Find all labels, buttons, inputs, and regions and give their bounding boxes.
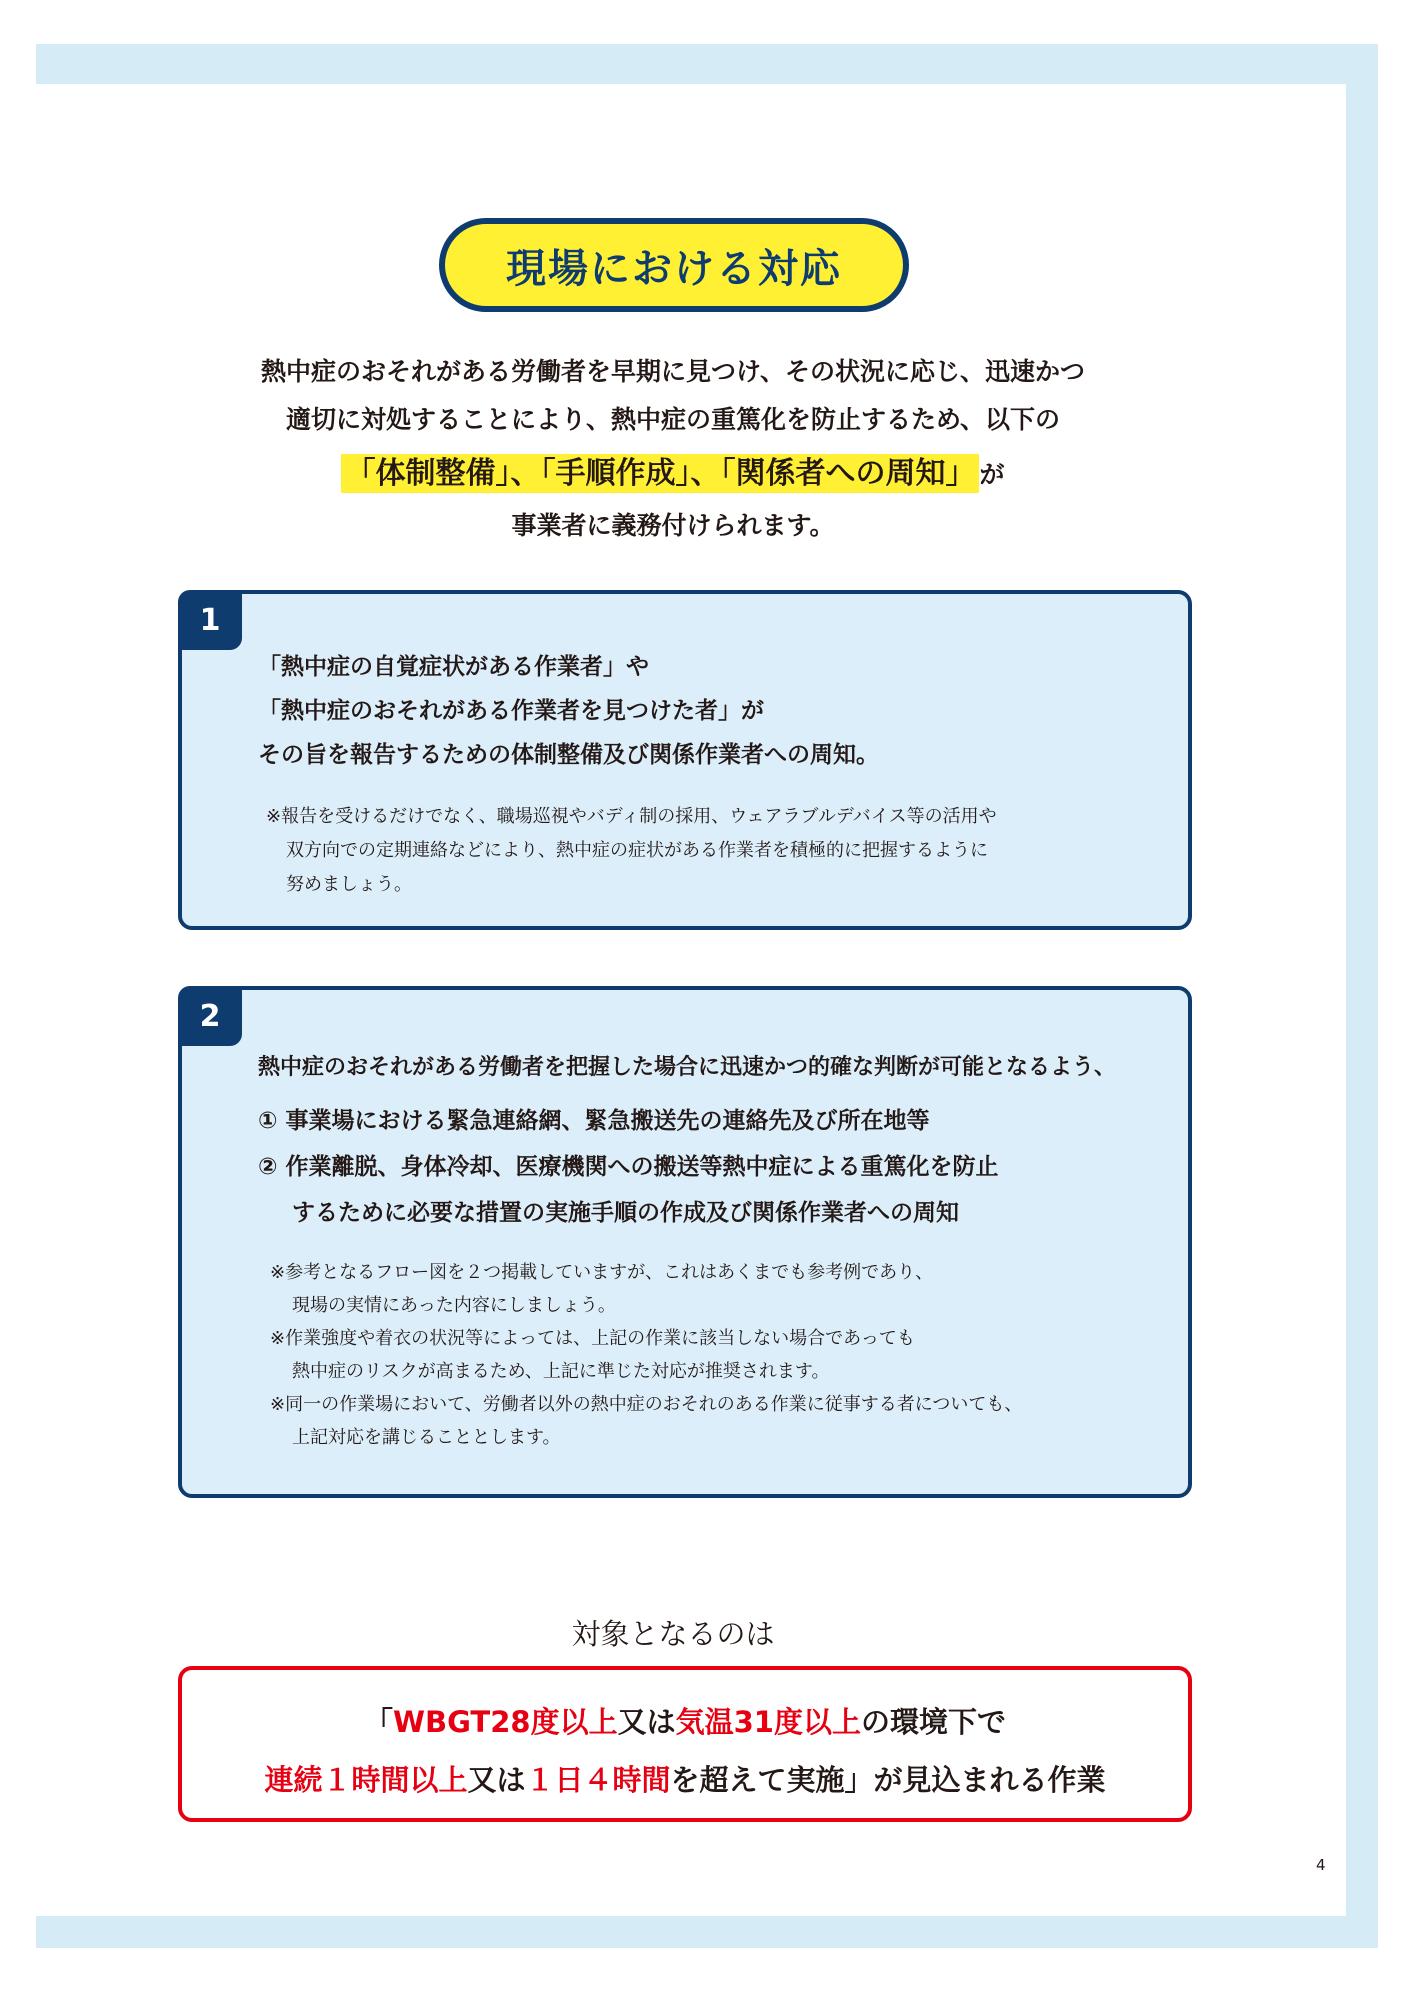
criteria-text: 又は — [617, 1705, 676, 1739]
requirement-card-1 — [178, 590, 1192, 930]
target-criteria-line-1 — [182, 1700, 1188, 1741]
card2-note: ※同一の作業場において、労働者以外の熱中症のおそれのある作業に従事する者についても、 — [270, 1394, 1023, 1415]
intro-line-2: 適切に対処することにより、熱中症の重篤化を防止するため、以下の — [285, 405, 1060, 434]
card2-note: ※参考となるフロー図を２つ掲載していますが、これはあくまでも参考例であり、 — [270, 1262, 934, 1283]
card2-item: ① 事業場における緊急連絡網、緊急搬送先の連絡先及び所在地等 — [258, 1108, 930, 1134]
criteria-temperature: 気温31度以上 — [675, 1705, 861, 1739]
criteria-daily-hours: １日４時間 — [525, 1763, 671, 1797]
page-frame-right — [1346, 44, 1378, 1948]
criteria-text: 「 — [364, 1705, 394, 1739]
card-number-badge: 1 — [178, 590, 242, 650]
criteria-wbgt: WBGT28度以上 — [393, 1705, 618, 1739]
criteria-text: の環境下で — [860, 1705, 1006, 1739]
section-title: 現場における対応 — [506, 245, 842, 292]
intro-line-3-tail: が — [979, 460, 1005, 489]
page-number: 4 — [1316, 1856, 1326, 1874]
intro-line-4: 事業者に義務付けられます。 — [511, 511, 835, 540]
criteria-continuous-hours: 連続１時間以上 — [264, 1763, 468, 1797]
card1-text-line: 「熱中症のおそれがある作業者を見つけた者」が — [258, 698, 764, 724]
card1-note: 努めましょう。 — [286, 874, 412, 895]
card-number-badge: 2 — [178, 986, 242, 1046]
card1-note: ※報告を受けるだけでなく、職場巡視やバディ制の採用、ウェアラブルデバイス等の活用や — [266, 806, 997, 827]
page-frame-bottom — [36, 1916, 1378, 1948]
criteria-text: 又は — [467, 1763, 526, 1797]
section-title-badge — [439, 218, 909, 312]
intro-line-3 — [0, 448, 1346, 492]
card1-note: 双方向での定期連絡などにより、熱中症の症状がある作業者を積極的に把握するように — [286, 840, 988, 861]
card2-note: ※作業強度や着衣の状況等によっては、上記の作業に該当しない場合であっても — [270, 1328, 915, 1349]
target-criteria-box — [178, 1666, 1192, 1822]
card2-item: ② 作業離脱、身体冷却、医療機関への搬送等熱中症による重篤化を防止 — [258, 1154, 999, 1180]
target-criteria-line-2 — [182, 1758, 1188, 1799]
intro-line-1: 熱中症のおそれがある労働者を早期に見つけ、その状況に応じ、迅速かつ — [260, 357, 1085, 386]
requirement-card-2 — [178, 986, 1192, 1498]
card2-note: 現場の実情にあった内容にしましょう。 — [292, 1295, 616, 1316]
card2-note: 上記対応を講じることとします。 — [292, 1427, 561, 1448]
duties-highlight: 「体制整備」、「手順作成」、「関係者への周知」 — [341, 454, 979, 493]
card2-item: するために必要な措置の実施手順の作成及び関係作業者への周知 — [292, 1200, 959, 1226]
criteria-text: を超えて実施」が見込まれる作業 — [670, 1763, 1106, 1797]
card1-text-line: 「熱中症の自覚症状がある作業者」や — [258, 654, 649, 680]
page-frame-top — [36, 44, 1378, 84]
target-label: 対象となるのは — [571, 1617, 775, 1651]
card1-text-line: その旨を報告するための体制整備及び関係作業者への周知。 — [258, 742, 879, 768]
card2-lead: 熱中症のおそれがある労働者を把握した場合に迅速かつ的確な判断が可能となるよう、 — [258, 1055, 1117, 1080]
card2-note: 熱中症のリスクが高まるため、上記に準じた対応が推奨されます。 — [292, 1361, 830, 1382]
